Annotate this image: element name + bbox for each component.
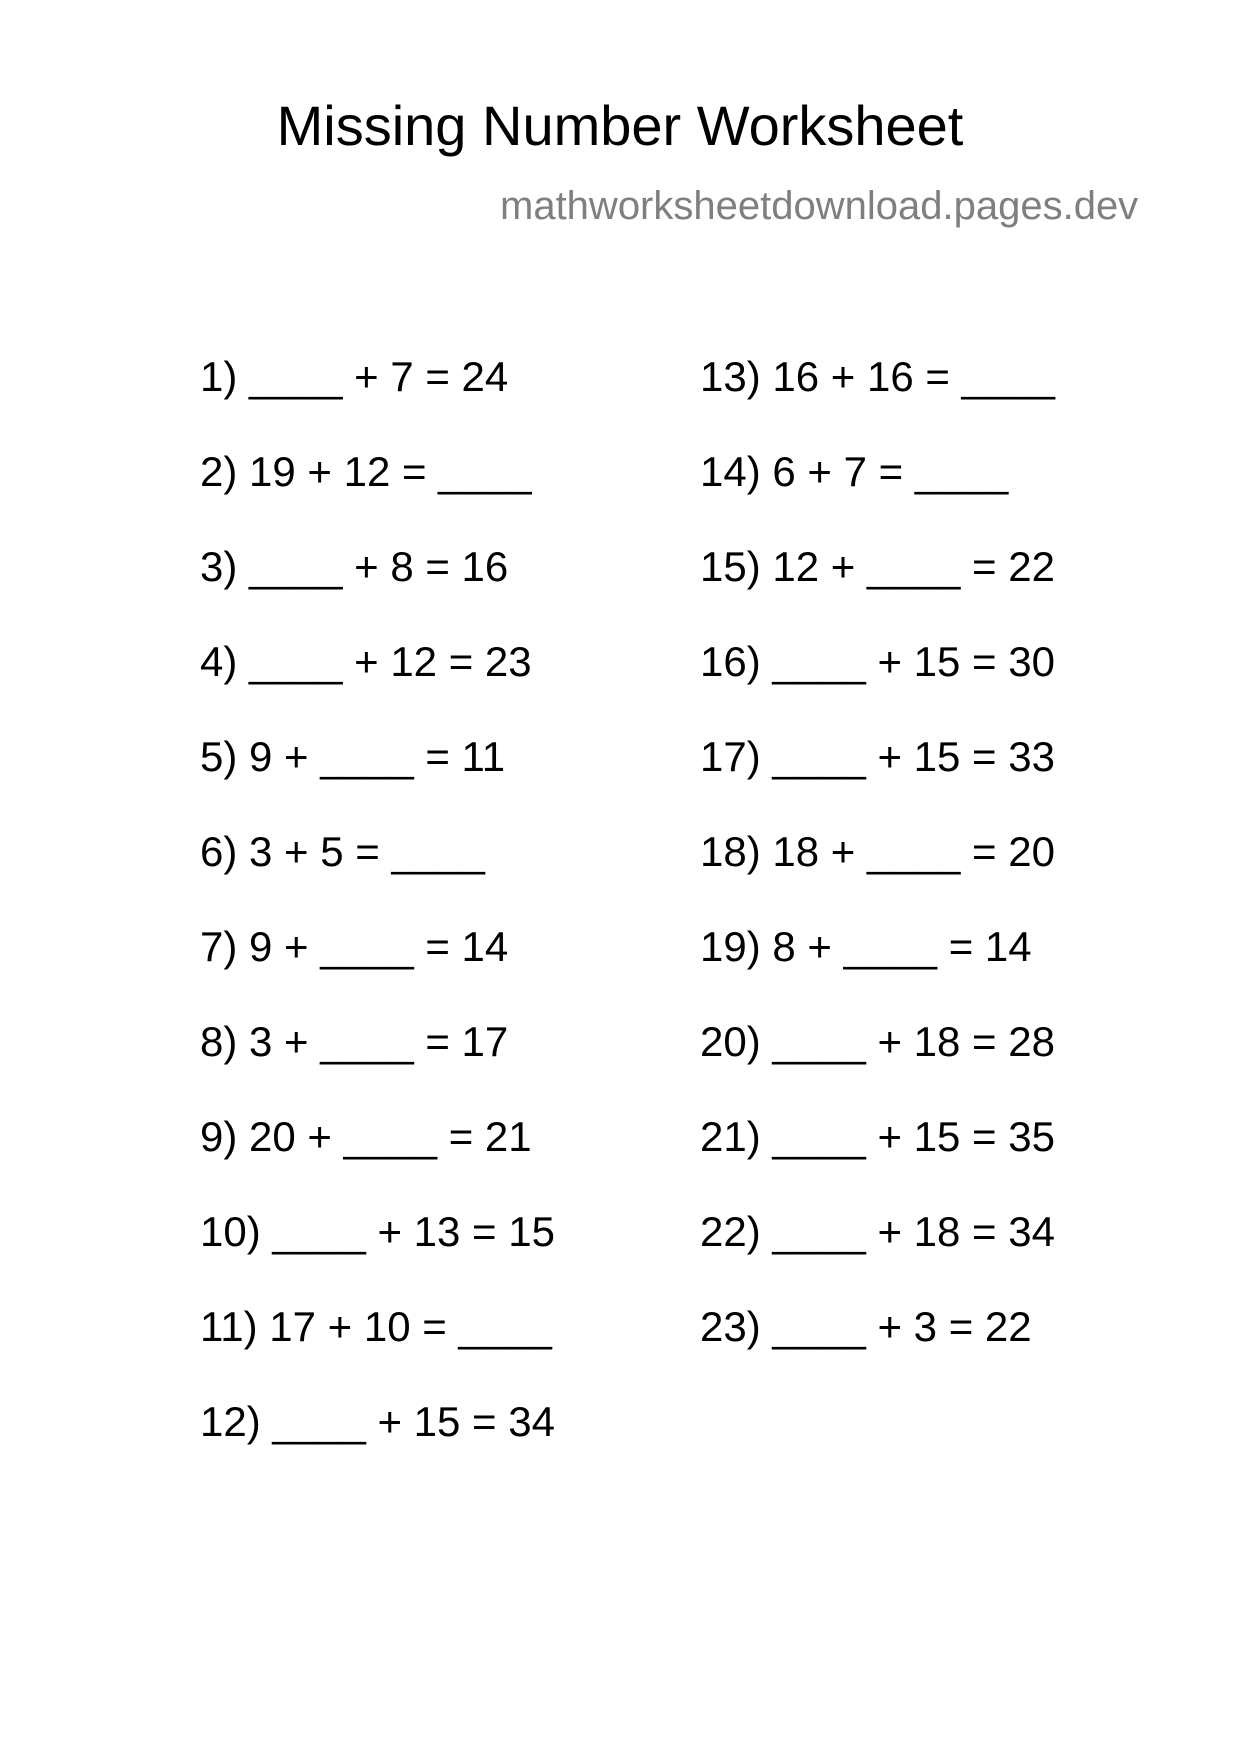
problem-2: 2) 19 + 12 = ____ [200,448,532,495]
problem-8: 8) 3 + ____ = 17 [200,1018,509,1065]
problem-12: 12) ____ + 15 = 34 [200,1398,555,1445]
problem-14: 14) 6 + 7 = ____ [700,448,1009,495]
problem-6: 6) 3 + 5 = ____ [200,828,485,875]
problem-21: 21) ____ + 15 = 35 [700,1113,1055,1160]
problem-11: 11) 17 + 10 = ____ [200,1303,552,1350]
problem-19: 19) 8 + ____ = 14 [700,923,1032,970]
problem-20: 20) ____ + 18 = 28 [700,1018,1055,1065]
problem-17: 17) ____ + 15 = 33 [700,733,1055,780]
problem-16: 16) ____ + 15 = 30 [700,638,1055,685]
problem-9: 9) 20 + ____ = 21 [200,1113,532,1160]
problem-3: 3) ____ + 8 = 16 [200,543,509,590]
problem-1: 1) ____ + 7 = 24 [200,353,509,400]
problem-15: 15) 12 + ____ = 22 [700,543,1055,590]
worksheet-title: Missing Number Worksheet [276,94,964,157]
problem-column-left [200,352,555,1492]
problem-4: 4) ____ + 12 = 23 [200,638,532,685]
problem-column-right [700,352,1055,1397]
problem-18: 18) 18 + ____ = 20 [700,828,1055,875]
website-url: mathworksheetdownload.pages.dev [500,184,1139,228]
problem-23: 23) ____ + 3 = 22 [700,1303,1032,1350]
problem-22: 22) ____ + 18 = 34 [700,1208,1055,1255]
problem-5: 5) 9 + ____ = 11 [200,733,506,780]
problem-13: 13) 16 + 16 = ____ [700,353,1055,400]
problem-10: 10) ____ + 13 = 15 [200,1208,555,1255]
problem-7: 7) 9 + ____ = 14 [200,923,509,970]
